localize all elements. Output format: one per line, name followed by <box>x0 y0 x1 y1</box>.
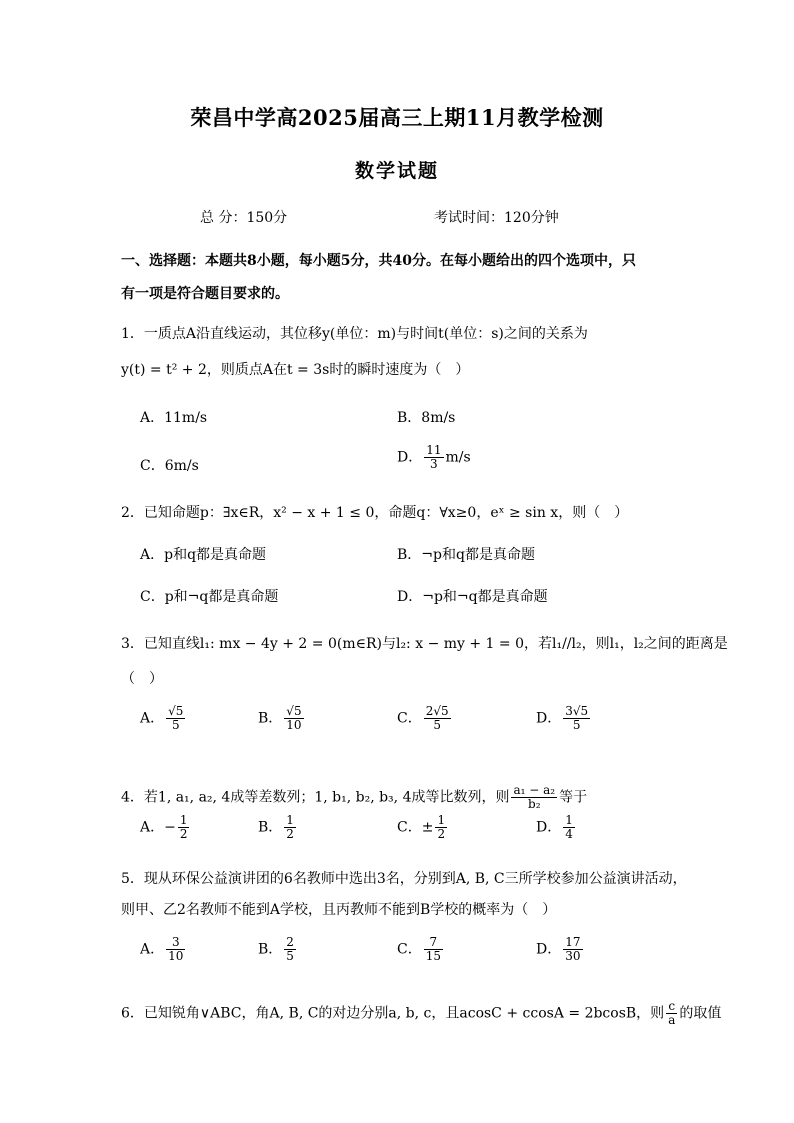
q5-option-a-fraction <box>166 936 185 963</box>
q4-stem-num: a₁ − a₂ <box>513 783 556 797</box>
q3-option-a-den: 5 <box>171 718 180 733</box>
q5-option-b-fraction <box>284 936 296 963</box>
q5-option-a-den: 10 <box>168 949 184 964</box>
q3-option-c-num: 2√5 <box>425 704 449 718</box>
q4-option-c-num: 1 <box>437 813 446 827</box>
q3-option-b <box>258 705 306 732</box>
q4-option-b-prefix: B． <box>258 819 283 836</box>
q1-option-d-fraction <box>424 444 443 471</box>
q4-option-b-den: 2 <box>286 827 294 842</box>
q5-option-c <box>397 936 445 963</box>
q3-option-d-prefix: D． <box>536 710 562 727</box>
q2-stem: 2．已知命题p：∃x∈R，x² − x + 1 ≤ 0，命题q：∀x≥0，eˣ ≥ sin x，则（ ） <box>121 505 629 521</box>
q1-option-d <box>397 444 471 471</box>
section-heading-line2: 有一项是符合题目要求的。 <box>121 286 289 302</box>
q5-option-c-den: 15 <box>425 949 441 964</box>
q3-option-c-fraction <box>424 705 451 732</box>
q4-option-a-fraction <box>178 814 190 841</box>
q4-option-c-fraction <box>435 814 447 841</box>
q3-option-c-prefix: C． <box>397 710 422 727</box>
q1-option-a: A．11m/s <box>140 410 208 426</box>
q5-stem-line1: 5．现从环保公益演讲团的6名教师中选出3名，分别到A, B, C三所学校参加公益演讲活动， <box>121 871 687 887</box>
section-heading-line1: 一、选择题：本题共8小题，每小题5分，共40分。在每小题给出的四个选项中，只 <box>121 253 636 269</box>
q4-option-a-prefix: A．− <box>140 819 176 836</box>
q3-option-d-fraction <box>563 705 590 732</box>
q3-option-b-den: 10 <box>286 718 302 733</box>
q6-stem-den: a <box>668 1013 676 1028</box>
q3-option-b-num: √5 <box>286 704 302 718</box>
q4-option-d <box>536 814 577 841</box>
q3-option-b-fraction <box>284 705 303 732</box>
q6-stem-suffix: 的取值 <box>679 1005 722 1022</box>
q3-stem-line1: 3．已知直线l₁: mx − 4y + 2 = 0(m∈R)与l₂: x − my + 1 = 0，若l₁//l₂，则l₁，l₂之间的距离是 <box>121 636 728 652</box>
q3-option-d-den: 5 <box>572 718 581 733</box>
q4-option-b-fraction <box>284 814 296 841</box>
q3-option-a-fraction <box>166 705 185 732</box>
q4-option-a-den: 2 <box>179 827 188 842</box>
q5-option-c-prefix: C． <box>397 941 422 958</box>
q1-stem-line2: y(t) = t² + 2，则质点A在t = 3s时的瞬时速度为（ ） <box>121 362 470 378</box>
q3-option-c <box>397 705 453 732</box>
q2-option-d: D．¬p和¬q都是真命题 <box>397 589 548 605</box>
q4-stem-prefix: 4．若1, a₁, a₂, 4成等差数列；1, b₁, b₂, b₃, 4成等比数列，则 <box>121 789 510 806</box>
q6-stem-fraction <box>666 1000 677 1027</box>
total-score: 总 分：150分 <box>200 210 288 226</box>
q4-option-b <box>258 814 298 841</box>
q5-option-d-den: 30 <box>565 949 581 964</box>
q4-option-c-den: 2 <box>437 827 446 842</box>
q1-option-c: C．6m/s <box>140 458 199 474</box>
q1-option-d-unit: m/s <box>445 449 471 466</box>
q5-option-b-den: 5 <box>286 949 294 964</box>
q3-option-a-prefix: A． <box>140 710 165 727</box>
q4-option-c <box>397 814 449 841</box>
page-title: 荣昌中学高2025届高三上期11月教学检测 <box>190 105 604 130</box>
q1-stem-line1: 1．一质点A沿直线运动，其位移y(单位：m)与时间t(单位：s)之间的关系为 <box>121 326 588 342</box>
q5-option-c-fraction <box>424 936 443 963</box>
q4-stem-fraction <box>511 784 557 811</box>
q4-option-d-num: 1 <box>565 813 573 827</box>
q5-option-a-prefix: A． <box>140 941 165 958</box>
q5-option-d-prefix: D． <box>536 941 562 958</box>
q4-option-d-fraction <box>563 814 575 841</box>
q5-stem-line2: 则甲、乙2名教师不能到A学校，且丙教师不能到B学校的概率为（ ） <box>121 902 557 918</box>
q5-option-d <box>536 936 585 963</box>
q5-option-a-num: 3 <box>166 936 185 950</box>
q2-option-a: A．p和q都是真命题 <box>140 547 267 563</box>
q4-option-d-den: 4 <box>565 827 573 842</box>
q5-option-b-num: 2 <box>286 935 294 949</box>
q4-option-a-num: 1 <box>179 813 188 827</box>
q1-option-d-prefix: D． <box>397 449 423 466</box>
q1-option-d-num: 11 <box>426 443 442 457</box>
q6-stem <box>121 1000 721 1027</box>
q3-option-c-den: 5 <box>433 718 441 733</box>
q5-option-d-num: 17 <box>565 935 581 949</box>
q4-stem <box>121 784 587 811</box>
q4-stem-suffix: 等于 <box>559 789 588 806</box>
q6-stem-prefix: 6．已知锐角∨ABC，角A, B, C的对边分别a, b, c，且acosC + ccosA = 2bcosB，则 <box>121 1005 665 1022</box>
q4-option-b-num: 1 <box>286 813 294 827</box>
q4-option-a <box>140 814 191 841</box>
q2-option-b: B．¬p和q都是真命题 <box>397 547 535 563</box>
q4-stem-den: b₂ <box>528 797 541 812</box>
q3-option-a-num: √5 <box>168 704 184 718</box>
q5-option-b <box>258 936 298 963</box>
q5-option-c-num: 7 <box>424 936 443 950</box>
q3-option-d-num: 3√5 <box>565 704 589 718</box>
q5-option-b-prefix: B． <box>258 941 283 958</box>
q5-option-d-fraction <box>563 936 582 963</box>
q3-option-d <box>536 705 592 732</box>
q1-option-d-den: 3 <box>430 457 438 472</box>
q5-option-a <box>140 936 187 963</box>
q3-option-a <box>140 705 187 732</box>
q6-stem-num: c <box>666 1000 677 1014</box>
exam-time: 考试时间：120分钟 <box>434 210 559 226</box>
q3-option-b-prefix: B． <box>258 710 283 727</box>
q3-stem-line2: （ ） <box>121 671 163 687</box>
q1-option-b: B．8m/s <box>397 410 456 426</box>
q4-option-d-prefix: D． <box>536 819 562 836</box>
q4-option-c-prefix: C．± <box>397 819 434 836</box>
q2-option-c: C．p和¬q都是真命题 <box>140 589 279 605</box>
page-subtitle: 数学试题 <box>354 160 439 182</box>
